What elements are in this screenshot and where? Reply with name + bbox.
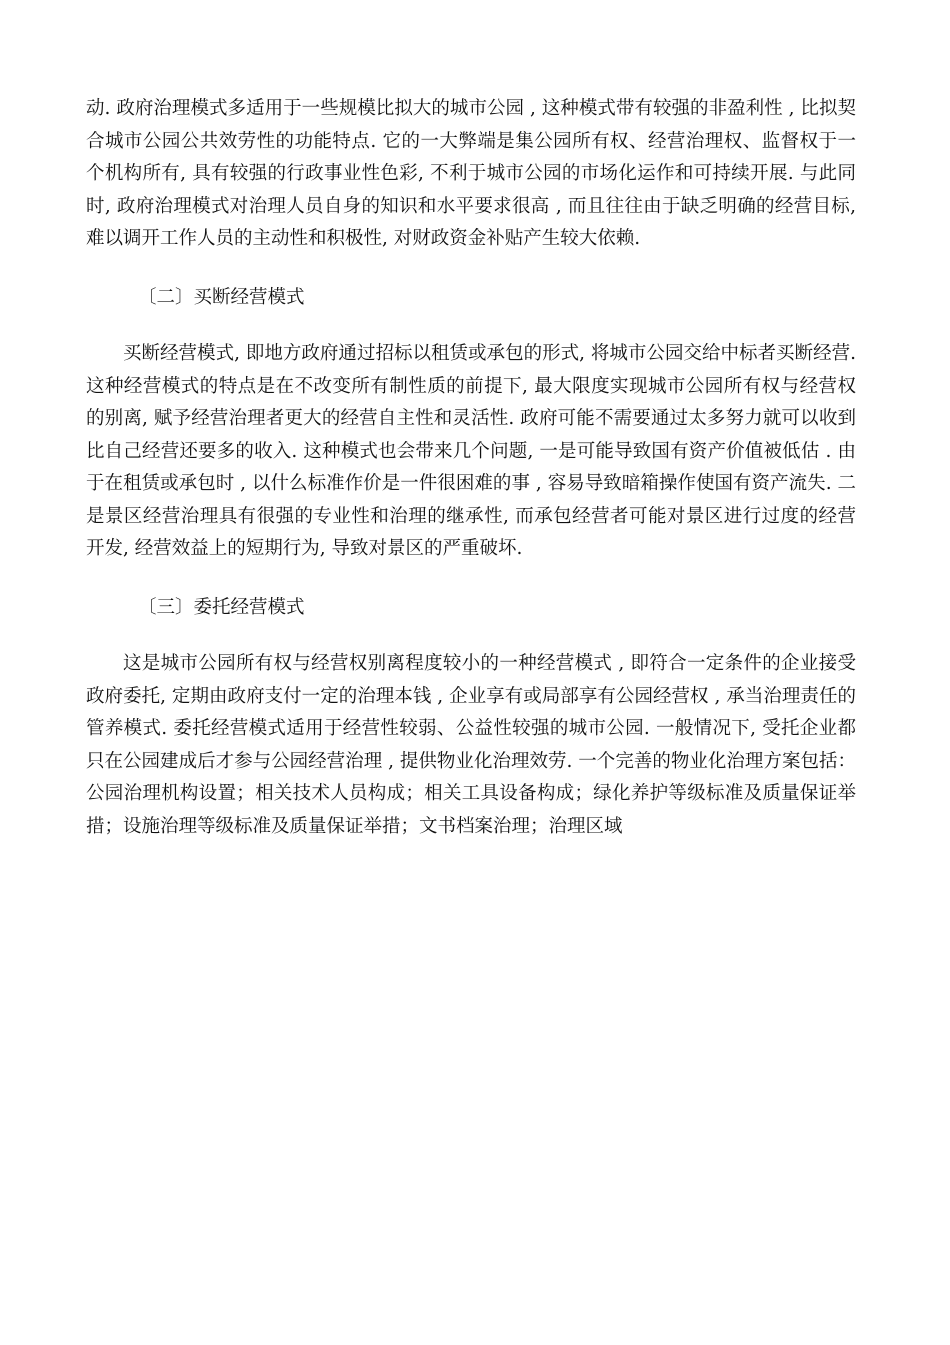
section-heading-entrusted: 〔三〕委托经营模式 (138, 596, 305, 618)
section-heading-buyout: 〔二〕买断经营模式 (138, 286, 305, 308)
paragraph-entrusted-mode: 这是城市公园所有权与经营权别离程度较小的一种经营模式 , 即符合一定条件的企业接受政府委托, 定期由政府支付一定的治理本钱 , 企业享有或局部享有公园经营权 , 承当治理责任的管养模式. 委托经营模式适用于经营性较弱、公益性较强的城市公园. 一般情况下, 受托企业都只在公园建成后才参与公园经营治理 , 提供物业化治理效劳. 一个完善的物业化治理方案包括：公园治理机构设置；相关技术人员构成；相关工具设备构成；绿化养护等级标准及质量保证举措；设施治理等级标准及质量保证举措；文书档案治理；治理区域 (86, 653, 856, 837)
paragraph-government-mode: 动. 政府治理模式多适用于一些规模比拟大的城市公园 , 这种模式带有较强的非盈利性 , 比拟契合城市公园公共效劳性的功能特点. 它的一大弊端是集公园所有权、经营治理权、监督权于一个机构所有, 具有较强的行政事业性色彩, 不利于城市公园的市场化运作和可持续开展. 与此同时, 政府治理模式对治理人员自身的知识和水平要求很高 , 而且往往由于缺乏明确的经营目标, 难以调开工作人员的主动性和积极性, 对财政资金补贴产生较大依赖. (86, 98, 856, 249)
document-body (86, 93, 856, 843)
paragraph-buyout-mode: 买断经营模式, 即地方政府通过招标以租赁或承包的形式, 将城市公园交给中标者买断经营. 这种经营模式的特点是在不改变所有制性质的前提下, 最大限度实现城市公园所有权与经营权的别离, 赋予经营治理者更大的经营自主性和灵活性. 政府可能不需要通过太多努力就可以收到比自己经营还要多的收入. 这种模式也会带来几个问题, 一是可能导致国有资产价值被低估 . 由于在租赁或承包时 , 以什么标准作价是一件很困难的事 , 容易导致暗箱操作使国有资产流失. 二是景区经营治理具有很强的专业性和治理的继承性, 而承包经营者可能对景区进行过度的经营开发, 经营效益上的短期行为, 导致对景区的严重破坏. (86, 343, 856, 559)
